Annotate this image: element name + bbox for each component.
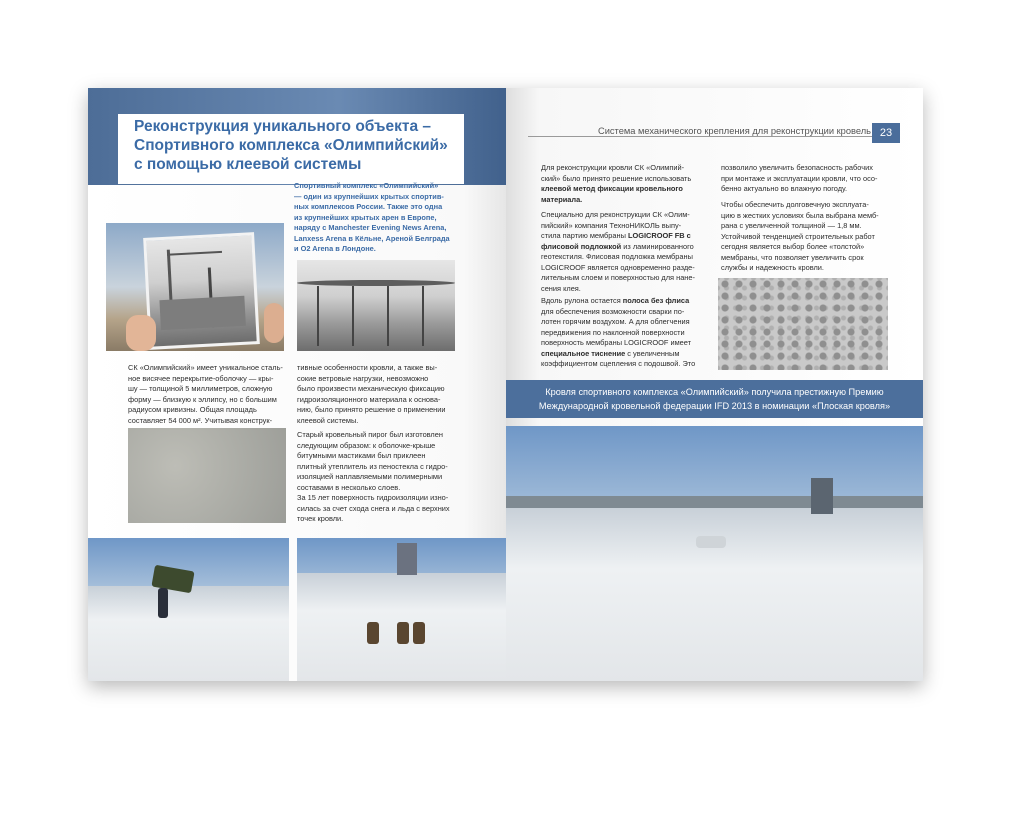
right-col-1-para-1: Для реконструкции кровли СК «Олимпий- ский» было принято решение использовать клеевой метод фиксации кровельного материала. [541, 163, 692, 204]
worker-figure-3 [413, 622, 425, 644]
photo-embossed-membrane-texture [718, 278, 888, 370]
tower-building [811, 478, 833, 514]
worker-figure-1 [367, 622, 379, 644]
award-banner: Кровля спортивного комплекса «Олимпийский» получила престижную Премию Международной кровельной федерации IFD 2013 в номинации «Плоская кровля» [506, 380, 923, 418]
right-page [506, 88, 923, 681]
body-column-2-para-1: тивные особенности кровли, а также вы- сокие ветровые нагрузки, невозможно было произвести механическую фиксацию гидроизоляционного материала к основа- нию, было принято решение о применении клеевой системы. [297, 363, 446, 425]
body-column-1: СК «Олимпийский» имеет уникальное сталь- ное висячее перекрытие-оболочку — кры- шу — толщиной 5 миллиметров, сложную форму — близкую к эллипсу, но с большим радиусом кривизны. Общая площадь составляет 54 000 м². Учитывая конструк- [128, 363, 283, 425]
photo-stadium-construction [297, 260, 455, 351]
archive-construction-photo [143, 232, 260, 350]
intro-paragraph: Спортивный комплекс «Олимпийский» — один из крупнейших крытых спортив- ных комплексов России. Также это одна из крупнейших крытых арен в Европе, наряду с Manchester Evening News Arena, Lanxess Arena в Кёльне, Ареной Белграда и O2 Arena в Лондоне. [294, 181, 450, 253]
hand-right [264, 303, 284, 343]
brochure-spread [88, 88, 923, 681]
hand-left [126, 315, 156, 351]
left-page [88, 88, 506, 681]
running-header: Система механического крепления для реконструкции кровель [598, 126, 871, 136]
photo-worker-on-roof [88, 538, 289, 681]
right-col-1-para-3: Вдоль рулона остается полоса без флиса для обеспечения возможности сварки по- лотен горячим воздухом. А для облегчения передвижения по наклонной поверхности поверхность мембраны LOGICROOF имеет специальное тиснение с увеличенным коэффициентом сцепления с подошвой. Это [541, 296, 696, 368]
header-rule [528, 136, 894, 137]
roof-skylight [696, 536, 726, 548]
page-title-line-2: Спортивного комплекса «Олимпийский» [134, 137, 448, 154]
photo-workers-laying-membrane [297, 538, 506, 681]
page-title-line-1: Реконструкция уникального объекта – [134, 118, 431, 135]
body-column-2-para-2: Старый кровельный пирог был изготовлен следующим образом: к оболочке-крыше битумными мастиками был приклеен плитный утеплитель из пеностекла с гидро- изоляцией наплавляемыми полимерными составами в несколько слоев. [297, 430, 448, 492]
photo-finished-roof-panorama [506, 426, 923, 681]
photo-hands-holding-archive-picture [106, 223, 284, 351]
tower-building [397, 543, 417, 575]
roof-surface [506, 508, 923, 681]
worker-legs [158, 588, 168, 618]
page-number: 23 [872, 123, 900, 143]
worker-figure-2 [397, 622, 409, 644]
right-col-2-para-1: позволило увеличить безопасность рабочих при монтаже и эксплуатации кровли, что осо- бенно актуально во влажную погоду. [721, 163, 878, 193]
photo-worn-roof-surface [128, 428, 286, 523]
page-title-line-3: с помощью клеевой системы [134, 156, 362, 173]
right-col-1-para-2: Специально для реконструкции СК «Олим- пийский» компания ТехноНИКОЛЬ выпу- стила партию мембраны LOGICROOF FB с флисовой подложкой из ламинированного геотекстиля. Флисовая подложка мембраны LOGICROOF является одновременно разде- лительным слоем и поверхностью для нане- сения клея. [541, 210, 695, 293]
title-box [118, 114, 464, 184]
right-col-2-para-2: Чтобы обеспечить долговечную эксплуата- цию в жестких условиях была выбрана мемб- рана с увеличенной толщиной — 1,8 мм. Устойчивой тенденцией строительных работ сегодня является выбор более «толстой» мембраны, что позволяет увеличить срок службы и надежность кровли. [721, 200, 879, 272]
body-column-2-para-3: За 15 лет поверхность гидроизоляции изно- силась за счет схода снега и льда с верхних точек кровли. [297, 493, 450, 523]
